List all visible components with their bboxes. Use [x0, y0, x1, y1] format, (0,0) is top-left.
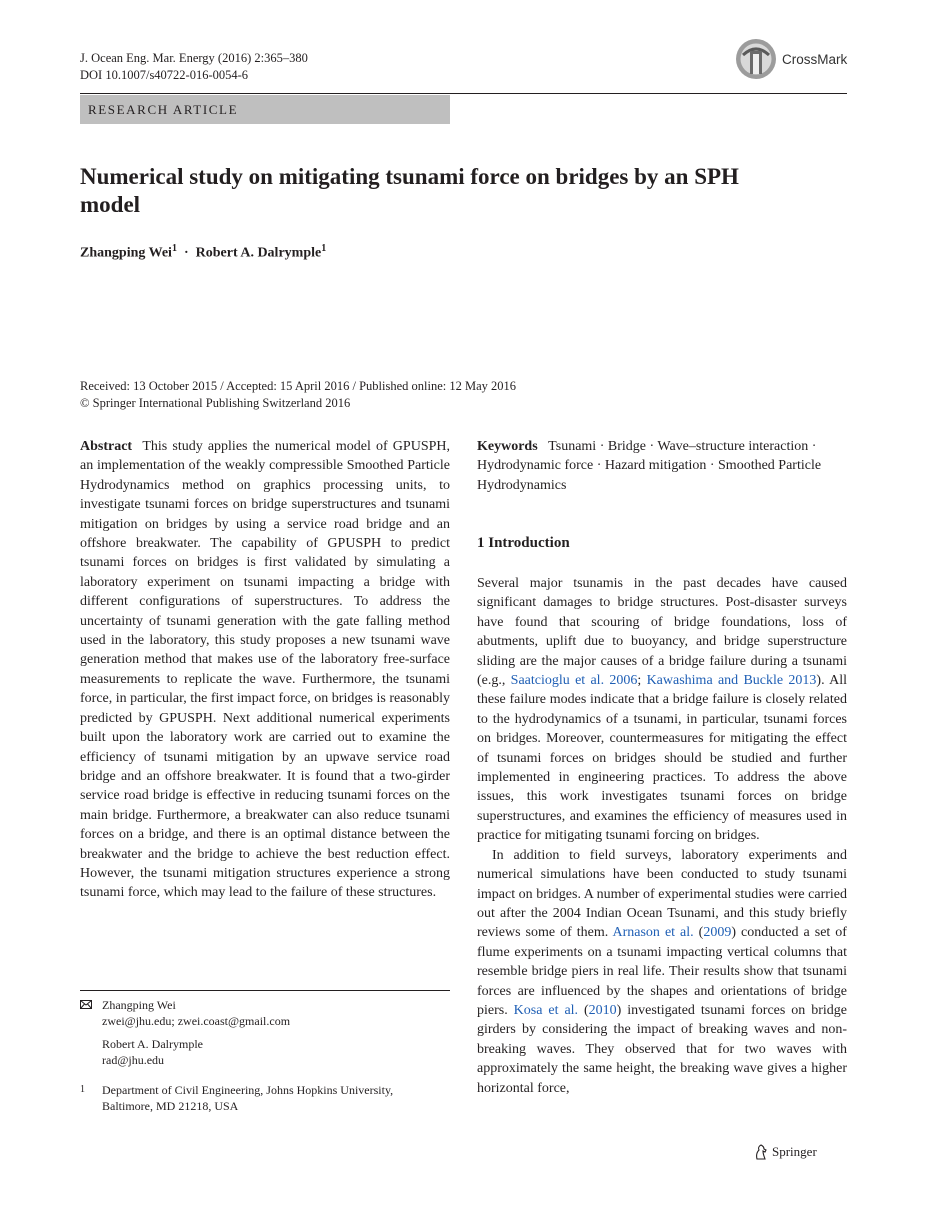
footnote-row	[80, 1036, 450, 1068]
intro-text: ) investigated tsunami forces on bridge girders by considering the impact of breaking waves and non-breaking waves. They observed that for two waves with approximately the same height, the breaking wave gives a higher horizontal force,	[477, 1002, 847, 1096]
citation-link[interactable]: Kawashima and Buckle 2013	[646, 673, 817, 689]
publication-dates	[80, 378, 516, 412]
paper-title: Numerical study on mitigating tsunami force on bridges by an SPH model	[80, 164, 739, 217]
intro-paragraph	[477, 846, 847, 1098]
affiliation-line: Department of Civil Engineering, Johns Hopkins University,	[102, 1083, 394, 1097]
keywords-section	[477, 437, 847, 495]
springer-horse-icon	[754, 1144, 768, 1160]
dates-line: Received: 13 October 2015 / Accepted: 15 April 2016 / Published online: 12 May 2016	[80, 379, 517, 393]
keywords-paragraph	[477, 437, 847, 495]
header-rule	[80, 93, 847, 94]
journal-citation	[80, 50, 308, 84]
affiliation-marker: 1	[321, 243, 327, 254]
crossmark-badge[interactable]	[735, 38, 847, 82]
author-name[interactable]: Robert A. Dalrymple	[195, 245, 322, 261]
intro-text: ) conducted a set of flume experiments on a tsunami impacting vertical columns that resemble bridge piers in real life. Their results show that tsunami forces are influenced by the shapes and orientations of bridge piers.	[477, 925, 847, 1018]
corresponding-author	[102, 997, 290, 1029]
citation-link[interactable]: Kosa et al.	[513, 1002, 579, 1018]
journal-line: J. Ocean Eng. Mar. Energy (2016) 2:365–380	[80, 51, 308, 65]
crossmark-icon	[735, 38, 777, 80]
keywords-heading: Keywords	[477, 439, 538, 454]
envelope-icon	[80, 997, 102, 1029]
copyright-line: © Springer International Publishing Switzerland 2016	[80, 396, 351, 410]
abstract-paragraph	[80, 437, 450, 903]
abstract-section	[80, 437, 450, 903]
intro-text: ). All these failure modes indicate that a bridge failure is closely related to the hydrodynamics of a tsunami, in particular, tsunami forces on bridges. Moreover, countermeasures for mitigating the effect of tsunami forces on bridges should be studied and further implemented in engineering practices. To address the above issues, this work investigates tsunami forces on bridge superstructures, and examines the efficiency of measures used in practice for mitigating tsunami forcing on bridges.	[477, 673, 847, 844]
affiliation-marker: 1	[171, 243, 177, 254]
intro-text: In addition to field surveys, laboratory experiments and numerical simulations have been conducted to study tsunami impact on bridges. A number of experimental studies were carried out after the 2004 Indian Ocean Tsunami, and this study briefly reviews some of them.	[477, 847, 847, 941]
citation-paren: (	[578, 1002, 589, 1018]
footnote-email[interactable]: zwei@jhu.edu; zwei.coast@gmail.com	[102, 1014, 291, 1028]
footnote-author-name: Zhangping Wei	[102, 998, 176, 1012]
citation-separator: ;	[637, 673, 647, 689]
abstract-text: This study applies the numerical model of GPUSPH, an implementation of the weakly compressible Smoothed Particle Hydrodynamics method on graphics processing units, to investigate tsunami forces on bridge superstructures and tsunami mitigation on bridges by using a service road bridge and an offshore breakwater. The capability of GPUSPH to predict tsunami forces on bridges is first validated by simulating a laboratory experiment on tsunami impacting a bridge with different configurations of superstructures. To address the uncertainty of tsunami generation with the gate falling method used in the laboratory, this study proposes a new tsunami wave generation method that makes use of the laboratory free-surface measurements to replicate the wave. Furthermore, the tsunami force, in particular, the first impact force, on bridges is reasonably predicted by GPUSPH. Next additional numerical experiments built upon the laboratory work are carried out to examine the efficiency of tsunami mitigation by an upwave service road bridge and an offshore breakwater. It is found that a two-girder service road bridge is effective in reducing tsunami forces on the main bridge. Furthermore, a breakwater can also reduce tsunami forces on a bridge, and there is an optimal distance between the breakwater and the bridge to achieve the best reduction effect. However, the tsunami mitigation structures experience a strong tsunami force, which may lead to the failure of these structures.	[80, 439, 451, 901]
abstract-heading: Abstract	[80, 439, 133, 454]
author-line	[80, 243, 326, 262]
affiliation-number: 1	[80, 1084, 85, 1095]
citation-paren: (	[693, 925, 704, 941]
section-heading-introduction: 1 Introduction	[477, 535, 570, 551]
footnote-author-name: Robert A. Dalrymple	[102, 1037, 203, 1051]
author-separator: ·	[183, 245, 189, 261]
citation-link[interactable]: Saatcioglu et al. 2006	[510, 673, 638, 689]
footnote-row	[80, 997, 450, 1029]
citation-year-link[interactable]: 2010	[588, 1002, 617, 1018]
coauthor	[102, 1036, 203, 1068]
publisher-name: Springer	[772, 1144, 817, 1159]
citation-year-link[interactable]: 2009	[703, 925, 732, 941]
affiliation-line: Baltimore, MD 21218, USA	[102, 1099, 239, 1113]
footnote-row	[80, 1082, 450, 1114]
article-type-banner: RESEARCH ARTICLE	[80, 95, 450, 124]
intro-paragraph	[477, 574, 847, 846]
crossmark-label: CrossMark	[782, 52, 848, 67]
intro-text: Several major tsunamis in the past decades have caused significant damages to bridge structures. Post-disaster surveys have found that scouring of bridge foundations, loss of abutments, uplift due to buoyancy, and bridge superstructure sliding are the major causes of a bridge failure during a tsunami (e.g.,	[477, 576, 847, 689]
keywords-text: Tsunami · Bridge · Wave–structure interaction · Hydrodynamic force · Hazard mitigation · Smoothed Particle Hydrodynamics	[477, 439, 822, 493]
publisher-logo	[754, 1144, 817, 1160]
doi-line: DOI 10.1007/s40722-016-0054-6	[80, 68, 249, 82]
introduction-body	[477, 574, 847, 1098]
citation-link[interactable]: Arnason et al.	[612, 925, 694, 941]
footnote-email[interactable]: rad@jhu.edu	[102, 1053, 165, 1067]
affiliation	[102, 1082, 393, 1114]
author-name[interactable]: Zhangping Wei	[80, 245, 172, 261]
footnote-rule	[80, 990, 450, 991]
author-footnote	[80, 997, 450, 1114]
